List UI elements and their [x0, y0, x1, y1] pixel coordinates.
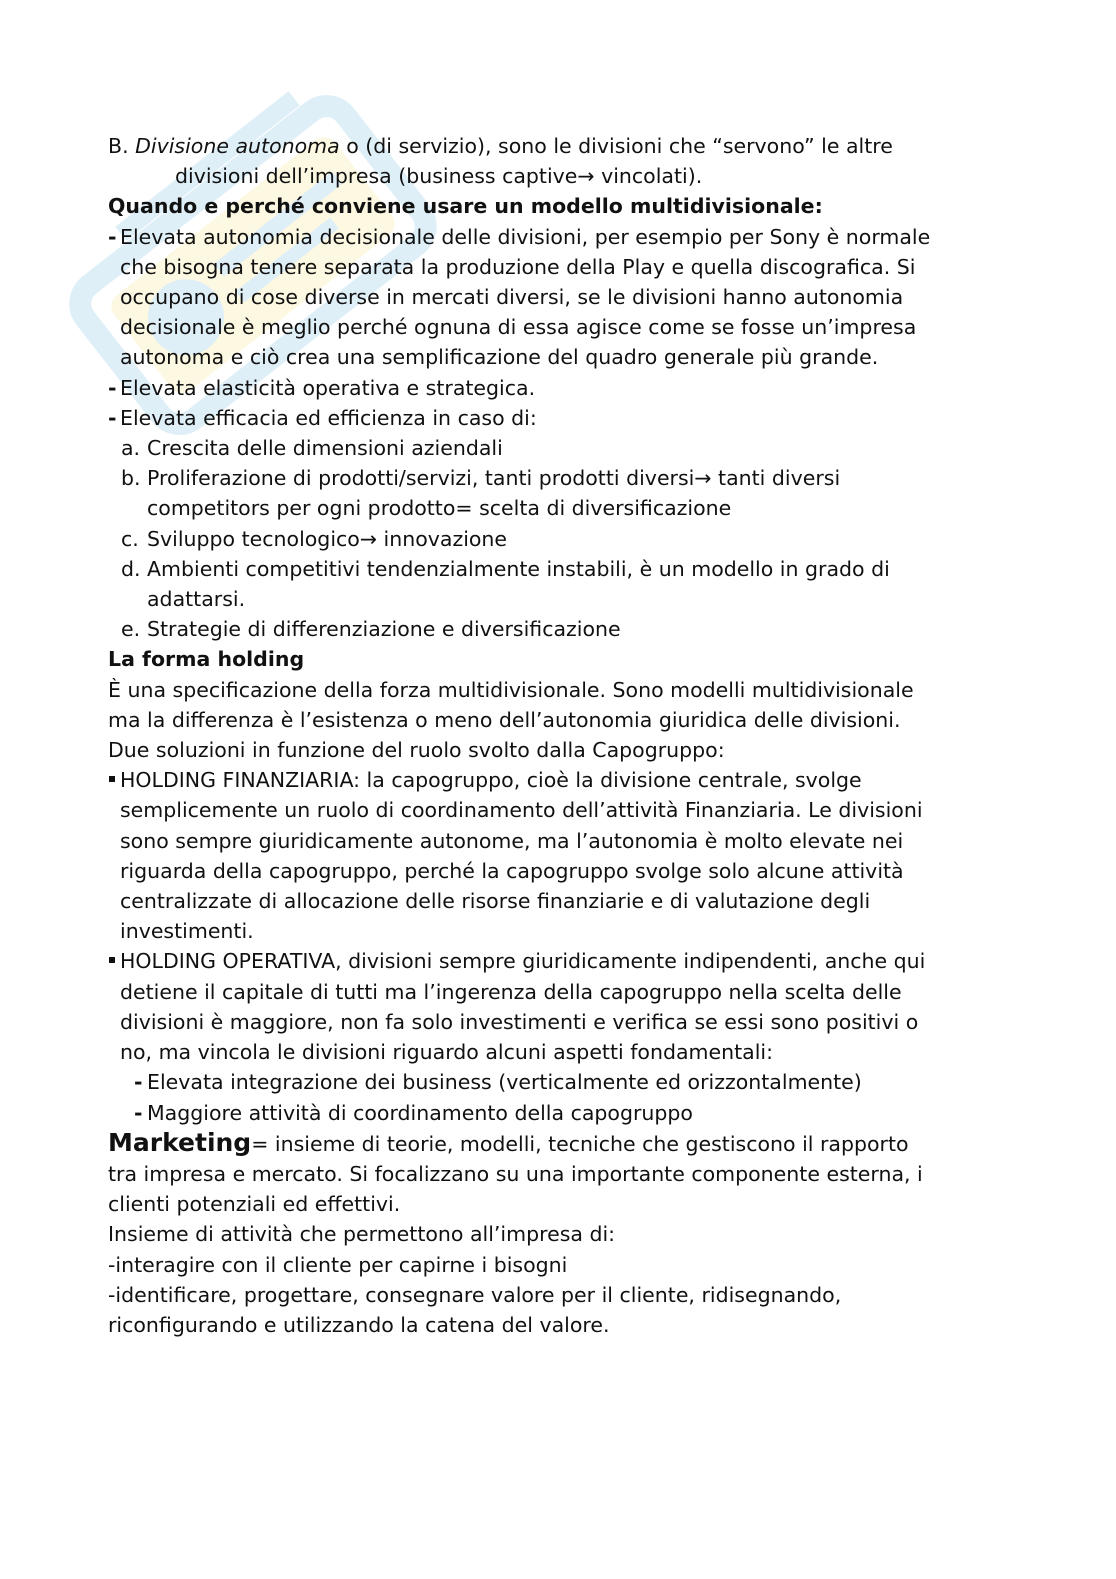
text-line: Elevata efficacia ed efficienza in caso di: — [120, 405, 537, 430]
text-line: Elevata autonomia decisionale delle divisioni, per esempio per Sony è normale — [120, 224, 931, 249]
alpha-list-item — [108, 554, 1008, 614]
text-line: Elevata integrazione dei business (verticalmente ed orizzontalmente) — [147, 1070, 862, 1095]
paragraph-line: -interagire con il cliente per capirne i bisogni — [108, 1252, 568, 1277]
text-line: Proliferazione di prodotti/servizi, tanti prodotti diversi→ tanti diversi — [147, 466, 841, 491]
square-bullet — [109, 957, 115, 963]
dash-bullet: - — [108, 375, 117, 400]
paragraph-line: Insieme di attività che permettono all’impresa di: — [108, 1222, 616, 1247]
alpha-marker: c. — [121, 526, 139, 551]
paragraph-line: riconfigurando e utilizzando la catena del valore. — [108, 1312, 610, 1337]
alpha-marker: b. — [121, 466, 141, 491]
alpha-list-item — [108, 524, 1008, 554]
text-line: riguarda della capogruppo, perché la capogruppo svolge solo alcune attività — [120, 858, 904, 883]
b-item — [108, 131, 1008, 161]
text-line: no, ma vincola le divisioni riguardo alcuni aspetti fondamentali: — [120, 1040, 774, 1065]
sub-dash-item — [108, 1067, 1008, 1097]
text-line: investimenti. — [120, 919, 254, 944]
text-line: sono sempre giuridicamente autonome, ma l’autonomia è molto elevate nei — [120, 828, 904, 853]
heading-multidivisionale: Quando e perché conviene usare un modello multidivisionale: — [108, 194, 823, 219]
square-list-item — [108, 946, 1008, 1067]
square-list-item — [108, 765, 1008, 946]
heading-holding: La forma holding — [108, 647, 305, 672]
text-line: che bisogna tenere separata la produzione della Play e quella discografica. Si — [120, 254, 916, 279]
dash-bullet: - — [108, 224, 117, 249]
text-line: adattarsi. — [147, 587, 246, 612]
b-item-marker: B. — [108, 134, 129, 158]
text-line: Ambienti competitivi tendenzialmente instabili, è un modello in grado di — [147, 556, 890, 581]
text-line: occupano di cose diverse in mercati diversi, se le divisioni hanno autonomia — [120, 285, 904, 310]
square-bullet — [109, 776, 115, 782]
paragraph-line: ma la differenza è l’esistenza o meno dell’autonomia giuridica delle divisioni. — [108, 707, 901, 732]
alpha-marker: e. — [121, 617, 141, 642]
dash-bullet: - — [134, 1070, 143, 1095]
paragraph-line: Due soluzioni in funzione del ruolo svolto dalla Capogruppo: — [108, 738, 725, 763]
text-line: divisioni è maggiore, non fa solo investimenti e verifica se essi sono positivi o — [120, 1009, 919, 1034]
paragraph-line: -identificare, progettare, consegnare valore per il cliente, ridisegnando, — [108, 1282, 842, 1307]
text-line: Strategie di differenziazione e diversificazione — [147, 617, 621, 642]
paragraph-line: tra impresa e mercato. Si focalizzano su una importante componente esterna, i — [108, 1161, 923, 1186]
text-line: Crescita delle dimensioni aziendali — [147, 436, 503, 461]
alpha-list-item — [108, 614, 1008, 644]
text-line: decisionale è meglio perché ognuna di essa agisce come se fosse un’impresa — [120, 315, 917, 340]
marketing-first-line — [108, 1128, 1008, 1159]
alpha-list-item — [108, 433, 1008, 463]
alpha-marker: a. — [121, 436, 141, 461]
marketing-definition: = insieme di teorie, modelli, tecniche che gestiscono il rapporto — [251, 1131, 909, 1156]
dash-list-item — [108, 403, 1008, 433]
dash-bullet: - — [108, 405, 117, 430]
text-line: Maggiore attività di coordinamento della capogruppo — [147, 1100, 693, 1125]
text-line: semplicemente un ruolo di coordinamento dell’attività Finanziaria. Le divisioni — [120, 798, 923, 823]
paragraph-line: È una specificazione della forza multidivisionale. Sono modelli multidivisionale — [108, 677, 914, 702]
text-line: detiene il capitale di tutti ma l’ingerenza della capogruppo nella scelta delle — [120, 979, 902, 1004]
dash-bullet: - — [134, 1100, 143, 1125]
dash-list-item — [108, 222, 1008, 373]
alpha-marker: d. — [121, 556, 141, 581]
dash-list-item — [108, 373, 1008, 403]
text-line: Sviluppo tecnologico→ innovazione — [147, 526, 508, 551]
text-line: centralizzate di allocazione delle risorse finanziarie e di valutazione degli — [120, 889, 871, 914]
marketing-title: Marketing — [108, 1127, 252, 1157]
text-line: Elevata elasticità operativa e strategica. — [120, 375, 536, 400]
text-line: competitors per ogni prodotto= scelta di diversificazione — [147, 496, 732, 521]
text-line: autonoma e ciò crea una semplificazione del quadro generale più grande. — [120, 345, 879, 370]
document-page — [108, 131, 1008, 1340]
b-item-text: o (di servizio), sono le divisioni che “servono” le altre — [339, 134, 893, 158]
sub-dash-item — [108, 1098, 1008, 1128]
text-line: HOLDING OPERATIVA, divisioni sempre giuridicamente indipendenti, anche qui — [120, 949, 926, 974]
paragraph-line: clienti potenziali ed effettivi. — [108, 1192, 401, 1217]
alpha-list-item — [108, 463, 1008, 523]
text-line: HOLDING FINANZIARIA: la capogruppo, cioè la divisione centrale, svolge — [120, 768, 862, 793]
b-item-italic: Divisione autonoma — [135, 134, 340, 158]
b-item-continuation: divisioni dell’impresa (business captive→ vincolati). — [175, 164, 703, 189]
